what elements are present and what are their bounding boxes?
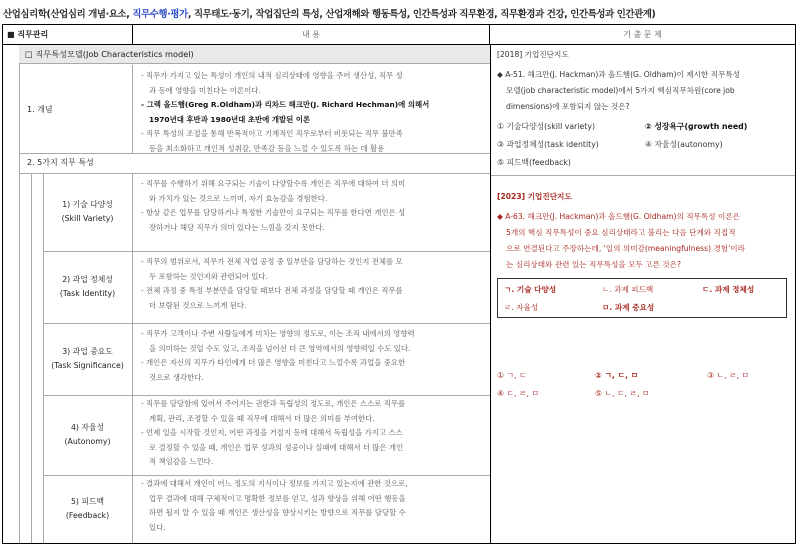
- content-table: [2, 24, 796, 544]
- concept-label: 1. 개념: [19, 65, 133, 153]
- trait-skill-variety: 1) 기술 다양성 (Skill Variety): [43, 173, 133, 251]
- trait-autonomy-text: - 직무를 담당함에 있어서 주어지는 권한과 독립성의 정도로, 개인은 스스로 직무를 계획, 관리, 조정할 수 있을 때 직무에 대해서 더 많은 의미를 부여한다. - 언제 일을 시작할 것인지, 어떤 과정을 거칠지 등에 대해서 독립성을 가지고 스스 로 결정할 수 있을 때, 개인은 업무 성과의 성공이나 실패에 대해서 더 많은 개인 적 책임감을 느낀다.: [141, 399, 406, 467]
- trait-feedback: 5) 피드백 (Feedback): [43, 475, 133, 543]
- header-past-exams: 기 출 문 제: [623, 30, 662, 39]
- q1-tag: [2018] 기업진단지도: [497, 50, 569, 59]
- q2-tag: [2023] 기업진단지도: [497, 192, 572, 201]
- trait-task-identity-text: - 직무의 범위로서, 직무가 전체 작업 공정 중 일부만을 담당하는 것인지 전체를 모 두 포함하는 것인지와 관련되어 있다. - 전체 과정 중 특정 부분만을 담당할 때보다 전체 과정을 담당할 때 개인은 직무를 더 보람된 것으로 느끼게 된다.: [141, 257, 403, 310]
- trait-autonomy: 4) 자율성 (Autonomy): [43, 395, 133, 475]
- trait-task-significance: 3) 과업 중요도 (Task Significance): [43, 323, 133, 395]
- concept-text: - 직무가 가지고 있는 특성이 개인의 내적 심리상태에 영향을 주어 생산성, 직무 성 과 등에 영향을 미친다는 이론이다. - 그렉 올드햄(Greg R.Oldham)과 리차드 해크만(J. Richard Hechman)에 의해서 1970년대 후반과 1980년대 초반에 개발된 이론 - 직무 특성의 조절을 통해 반복적이고 기계적인 직무로부터 비롯되는 직무 불만족 등을 최소화하고 개인적 성취감, 만족감 등을 느낄 수 있도록 하는 데 활용: [141, 71, 430, 153]
- five-traits-label: 2. 5가지 직무 특성: [27, 158, 94, 167]
- q2-option: ① ㄱ, ㄷ: [497, 371, 527, 380]
- trait-feedback-text: - 결과에 대해서 개인이 어느 정도의 지식이나 정보를 가지고 있는지에 관한 것으로, 업무 결과에 대해 구체적이고 명확한 정보를 얻고, 성과 향상을 위해 어떤 행동을 하면 될지 알 수 있을 때 개인은 생산성을 향상시키는 방향으로 직무를 담당할 수 있다.: [141, 479, 408, 532]
- q1-option: ① 기술다양성(skill variety): [497, 122, 595, 131]
- header-content: 내 용: [133, 25, 490, 44]
- q2-option: ④ ㄷ, ㄹ, ㅁ: [497, 389, 539, 398]
- q2-option: ⑤ ㄴ, ㄷ, ㄹ, ㅁ: [595, 389, 650, 398]
- q1-option: ④ 자율성(autonomy): [645, 140, 723, 149]
- section-title: □ 직무특성모델(Job Characteristics model): [19, 45, 490, 64]
- past-exam-column: [2018] 기업진단지도 ◆ A-51. 해크만(J. Hackman)과 올드햄(G. Oldham)이 제시한 직무특성 모델(job characteristic model)에서 5가지 핵심직무차원(core job dimensions)에 포함되지 않는 것은? ① 기술다양성(skill variety) ② 성장욕구(growth need) ③ 과업정체성(task identity) ④ 자율성(autonomy) ⑤ 피드백(feedback) [2023] 기업진단지도 ◆ A-63. 해크만(J. Hackman)과 올드햄(G. Oldham)의 직무특성 이론은 5개의 핵심 직무특성이 중요 심리상태라고 불리는 다음 단계와 직접적 으로 연결된다고 주장하는데, '일의 의미감(meaningfulness) 경험'이라 는 심리상태와 관련 있는 직무특성을 모두 고른 것은? ㄱ. 기술 다양성 ㄴ. 과제 피드백 ㄷ. 과제 정체성 ㄹ. 자율성 ㅁ. 과제 중요성 ① ㄱ, ㄷ ② ㄱ, ㄷ, ㅁ ③ ㄴ, ㄹ, ㅁ ④ ㄷ, ㄹ, ㅁ ⑤ ㄴ, ㄷ, ㄹ, ㅁ: [491, 45, 795, 543]
- q1-option: ③ 과업정체성(task identity): [497, 140, 599, 149]
- trait-skill-variety-text: - 직무를 수행하기 위해 요구되는 기술이 다양할수록 개인은 직무에 대하여 더 의미 와 가치가 있는 것으로 느끼며, 자기 효능감을 경험한다. - 항상 같은 업무를 담당하거나 특정한 기술만이 요구되는 직무를 한다면 개인은 성 장하거나 해당 직무가 의미 있다는 느낌을 갖지 못한다.: [141, 179, 406, 232]
- q1-option: ⑤ 피드백(feedback): [497, 158, 571, 167]
- q2-option-answer: ② ㄱ, ㄷ, ㅁ: [595, 371, 639, 380]
- q1-option-answer: ② 성장욕구(growth need): [645, 122, 748, 131]
- page-title: 산업심리학(산업심리 개념·요소, 직무수행·평가, 직무태도·동기, 작업집단의 특성, 산업재해와 행동특성, 인간특성과 직무환경, 직무환경과 건강, 인간특성과 인간관계): [3, 9, 656, 20]
- trait-task-significance-text: - 직무가 고객이나 주변 사람들에게 미치는 영향의 정도로, 이는 조직 내에서의 영향력 을 의미하는 것일 수도 있고, 조직을 넘어선 더 큰 영역에서의 영향력일 수도 있다. - 개인은 자신의 직무가 타인에게 더 많은 영향을 미친다고 느낄수록 과업을 중요한 것으로 생각한다.: [141, 329, 415, 382]
- table-header: [3, 25, 795, 45]
- q2-option: ③ ㄴ, ㄹ, ㅁ: [707, 371, 749, 380]
- title-highlight: 직무수행·평가: [132, 9, 188, 20]
- q2-choice-box: ㄱ. 기술 다양성 ㄴ. 과제 피드백 ㄷ. 과제 정체성 ㄹ. 자율성 ㅁ. 과제 중요성: [497, 278, 787, 318]
- header-job-management: ■ 직무관리: [3, 25, 133, 44]
- trait-task-identity: 2) 과업 정체성 (Task Identity): [43, 251, 133, 323]
